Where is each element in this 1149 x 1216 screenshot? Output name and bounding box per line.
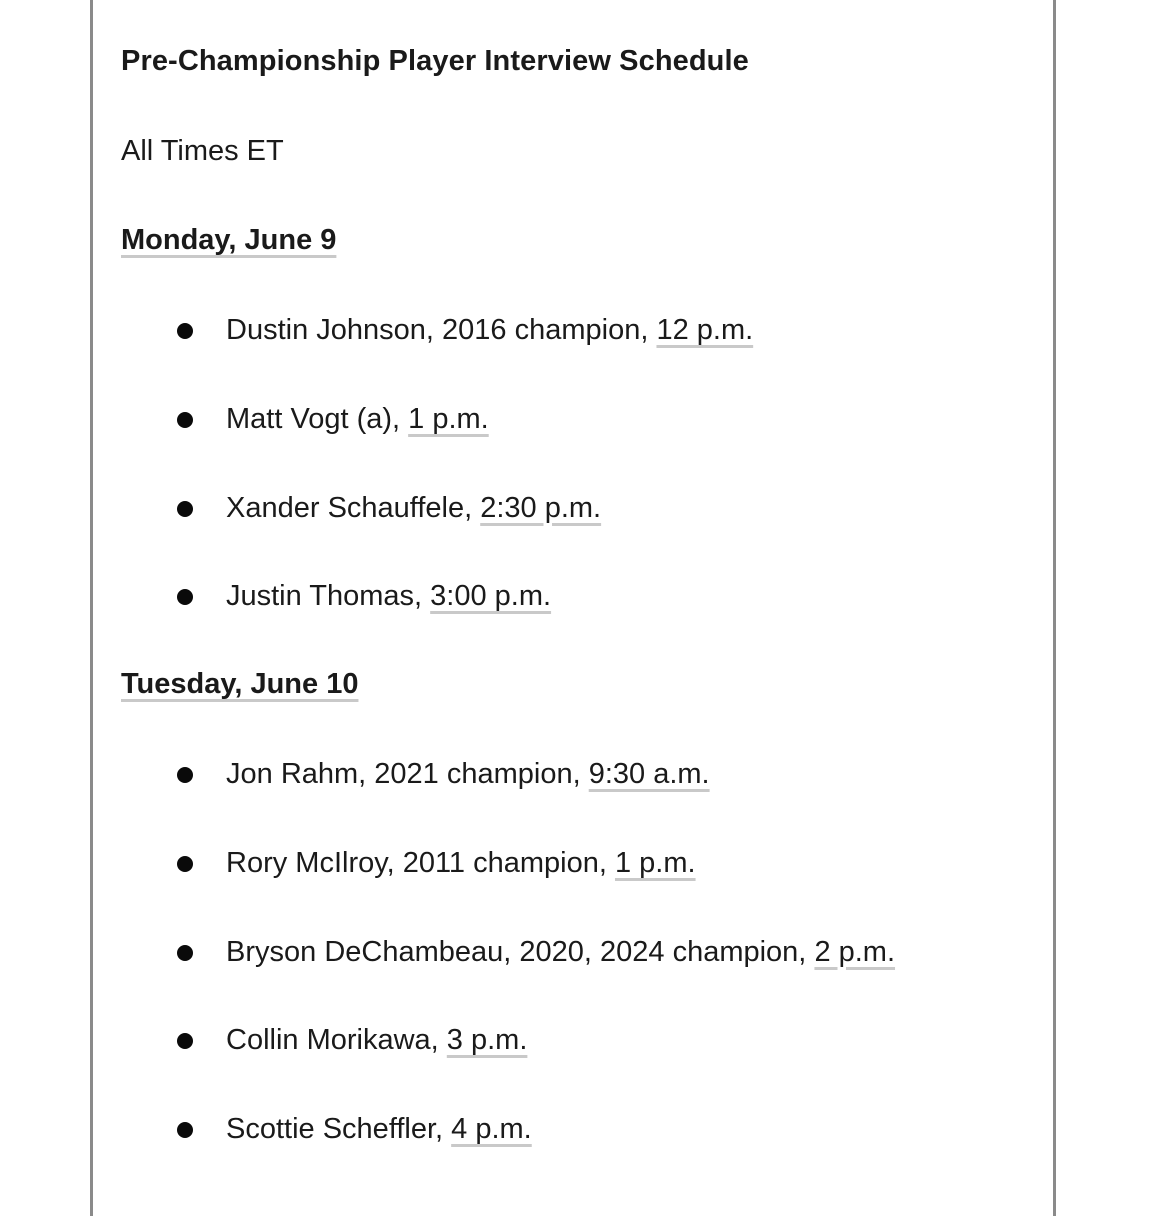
bullet-icon xyxy=(177,945,193,961)
bullet-icon xyxy=(177,323,193,339)
entry-text xyxy=(226,1111,532,1147)
entry-text xyxy=(226,845,696,881)
entry-text xyxy=(226,934,895,970)
entry-text xyxy=(226,1022,527,1058)
bullet-icon xyxy=(177,1033,193,1049)
interview-time[interactable]: 9:30 a.m. xyxy=(588,758,710,790)
list-item xyxy=(0,401,1149,490)
interview-time[interactable]: 4 p.m. xyxy=(451,1113,532,1145)
list-item xyxy=(0,756,1149,845)
bullet-icon xyxy=(177,589,193,605)
day-heading-tuesday: Tuesday, June 10 xyxy=(121,668,359,700)
player-info: Jon Rahm, 2021 champion, xyxy=(226,758,589,790)
entry-text xyxy=(226,756,710,792)
entry-text xyxy=(226,490,601,526)
page-title: Pre-Championship Player Interview Schedule xyxy=(121,45,749,77)
timezone-note: All Times ET xyxy=(121,135,284,167)
player-info: Matt Vogt (a), xyxy=(226,402,409,435)
interview-time[interactable]: 2:30 p.m. xyxy=(480,491,602,524)
list-item xyxy=(0,934,1149,1023)
bullet-icon xyxy=(177,1122,193,1138)
list-item xyxy=(0,490,1149,579)
schedule-list-monday xyxy=(0,312,1149,667)
interview-time[interactable]: 2 p.m. xyxy=(814,935,896,968)
interview-time[interactable]: 3:00 p.m. xyxy=(430,580,552,613)
list-item xyxy=(0,845,1149,934)
entry-text xyxy=(226,401,489,437)
player-info: Collin Morikawa, xyxy=(226,1024,447,1057)
interview-time[interactable]: 1 p.m. xyxy=(614,846,696,879)
bullet-icon xyxy=(177,856,193,872)
player-info: Rory McIlroy, 2011 champion, xyxy=(226,846,615,879)
list-item xyxy=(0,1111,1149,1200)
interview-time[interactable]: 1 p.m. xyxy=(408,402,489,435)
player-info: Xander Schauffele, xyxy=(226,491,481,524)
entry-text xyxy=(226,312,753,348)
list-item xyxy=(0,1022,1149,1111)
list-item xyxy=(0,312,1149,401)
player-info: Bryson DeChambeau, 2020, 2024 champion, xyxy=(226,935,815,968)
interview-time[interactable]: 12 p.m. xyxy=(656,314,754,346)
player-info: Justin Thomas, xyxy=(226,580,431,613)
bullet-icon xyxy=(177,501,193,517)
bullet-icon xyxy=(177,412,193,428)
list-item xyxy=(0,578,1149,667)
bullet-icon xyxy=(177,767,193,783)
player-info: Scottie Scheffler, xyxy=(226,1113,452,1145)
schedule-list-tuesday xyxy=(0,756,1149,1200)
player-info: Dustin Johnson, 2016 champion, xyxy=(226,314,657,346)
day-heading-monday: Monday, June 9 xyxy=(121,224,337,256)
entry-text xyxy=(226,578,551,614)
interview-time[interactable]: 3 p.m. xyxy=(446,1024,528,1057)
